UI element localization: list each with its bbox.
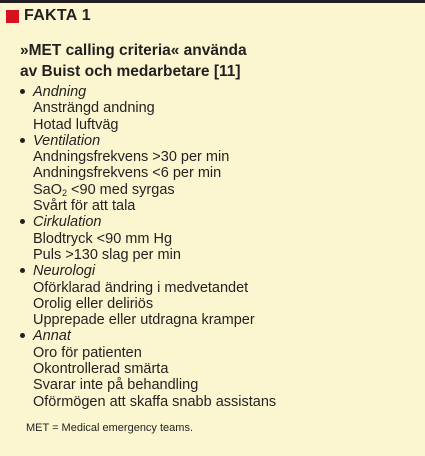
bullet-icon bbox=[20, 219, 25, 224]
category-label: Neurologi bbox=[33, 263, 96, 280]
criteria-item: Svarar inte på behandling bbox=[33, 377, 199, 394]
sao2-suffix: <90 med syrgas bbox=[67, 181, 175, 198]
bullet-icon bbox=[20, 89, 25, 94]
fact-heading bbox=[20, 40, 410, 82]
criteria-group-cirkulation bbox=[20, 214, 415, 263]
criteria-item: Oförklarad ändring i medvetandet bbox=[33, 279, 249, 296]
fact-heading-line-1: »MET calling criteria« använda bbox=[20, 42, 247, 59]
bullet-icon bbox=[20, 333, 25, 338]
red-square-icon bbox=[6, 10, 19, 23]
category-label: Cirkulation bbox=[33, 214, 102, 231]
category-label: Andning bbox=[33, 84, 87, 100]
bullet-icon bbox=[20, 138, 25, 143]
sao2-prefix: SaO bbox=[33, 181, 63, 198]
criteria-item: Hotad luftväg bbox=[33, 116, 119, 133]
sao2-subscript: 2 bbox=[62, 187, 68, 198]
criteria-item: Blodtryck <90 mm Hg bbox=[33, 230, 173, 247]
fact-label: FAKTA 1 bbox=[24, 7, 91, 24]
criteria-item: Svårt för att tala bbox=[33, 198, 136, 215]
criteria-group-neurologi bbox=[20, 263, 415, 328]
category-label: Annat bbox=[33, 328, 71, 345]
fact-box-header bbox=[0, 0, 425, 33]
criteria-list bbox=[20, 84, 415, 410]
fact-label-wrap bbox=[6, 7, 91, 25]
criteria-item: Okontrollerad smärta bbox=[33, 361, 169, 378]
bullet-icon bbox=[20, 268, 25, 273]
criteria-item: Oro för patienten bbox=[33, 344, 142, 361]
criteria-item: Oförmögen att skaffa snabb assistans bbox=[33, 393, 277, 410]
criteria-item-sao2 bbox=[33, 182, 415, 198]
criteria-group-annat bbox=[20, 328, 415, 409]
category-label: Ventilation bbox=[33, 132, 101, 149]
criteria-group-andning bbox=[20, 84, 415, 133]
top-rule bbox=[0, 0, 425, 3]
criteria-item: Upprepade eller utdragna kramper bbox=[33, 312, 255, 329]
criteria-item: Orolig eller deliriös bbox=[33, 295, 154, 312]
footnote: MET = Medical emergency teams. bbox=[26, 422, 193, 434]
criteria-item: Andningsfrekvens <6 per min bbox=[33, 165, 222, 182]
criteria-item: Ansträngd andning bbox=[33, 100, 155, 117]
criteria-item: Andningsfrekvens >30 per min bbox=[33, 149, 230, 166]
criteria-group-ventilation bbox=[20, 133, 415, 214]
fact-heading-line-2: av Buist och medarbetare [11] bbox=[20, 63, 241, 80]
criteria-item: Puls >130 slag per min bbox=[33, 246, 181, 263]
